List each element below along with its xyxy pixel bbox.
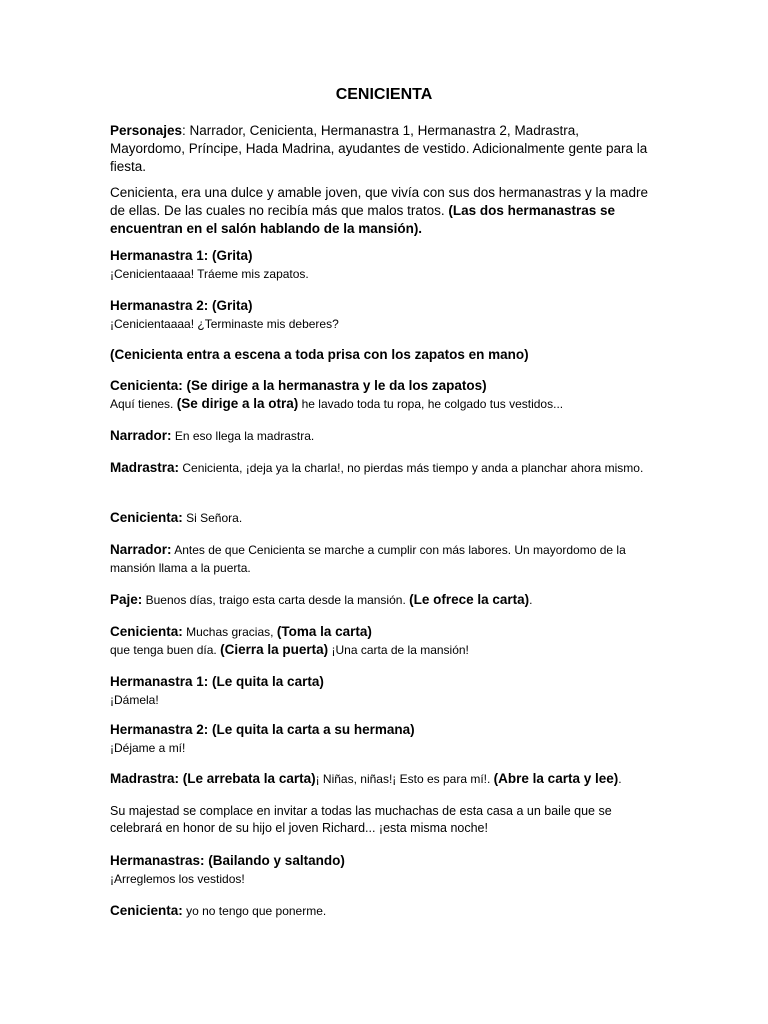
dialogue-block (110, 852, 650, 888)
dialogue-text: ¡Arreglemos los vestidos! (110, 872, 245, 886)
dialogue-text: ¡Dámela! (110, 693, 159, 707)
speaker-label: Paje: (110, 592, 143, 607)
characters-label: Personajes (110, 123, 183, 138)
speaker-label: Madrastra: (110, 460, 180, 475)
dialogue-text: ¡Cenicientaaaa! Tráeme mis zapatos. (110, 267, 309, 281)
dialogue-text: he lavado toda tu ropa, he colgado tus vestidos... (298, 397, 564, 411)
dialogue-block (110, 673, 650, 709)
speaker-label: Hermanastra 1: (Le quita la carta) (110, 674, 324, 689)
dialogue-text: Aquí tienes. (110, 397, 177, 411)
dialogue-text: ¡ Niñas, niñas!¡ Esto es para mí!. (315, 772, 494, 786)
stage-direction-inline: (Abre la carta y lee) (493, 771, 619, 786)
intro-text: Cenicienta, era una dulce y amable joven, que vivía con sus dos hermanastras y la madre de ellas. De las cuales no recibía más que malos tratos. (110, 185, 649, 218)
dialogue-text: Muchas gracias, (182, 625, 277, 639)
punctuation: . (618, 772, 622, 786)
characters-text: : Narrador, Cenicienta, Hermanastra 1, Hermanastra 2, Madrastra, Mayordomo, Príncipe, Hada Madrina, ayudantes de vestido. Adicionalmente gente para la fiesta. (110, 123, 648, 174)
stage-direction-inline: (Le ofrece la carta) (409, 592, 530, 607)
dialogue-text: que tenga buen día. (110, 643, 221, 657)
punctuation: . (529, 593, 533, 607)
speaker-label: Cenicienta: (Se dirige a la hermanastra y le da los zapatos) (110, 378, 487, 393)
dialogue-text: Antes de que Cenicienta se marche a cumplir con más labores. Un mayordomo de la mansión llama a la puerta. (110, 543, 626, 575)
characters-paragraph (110, 122, 650, 176)
dialogue-block (110, 297, 650, 333)
dialogue-block (110, 509, 650, 527)
stage-direction: (Cenicienta entra a escena a toda prisa con los zapatos en mano) (110, 347, 529, 362)
dialogue-block (110, 377, 650, 413)
dialogue-text: Cenicienta, ¡deja ya la charla!, no pierdas más tiempo y anda a planchar ahora mismo. (179, 461, 644, 475)
letter-text: Su majestad se complace en invitar a todas las muchachas de esta casa a un baile que se celebrará en honor de su hijo el joven Richard... ¡esta misma noche! (110, 804, 612, 835)
dialogue-text: En eso llega la madrastra. (171, 429, 315, 443)
dialogue-text: ¡Cenicientaaaa! ¿Terminaste mis deberes? (110, 317, 339, 331)
speaker-label: Narrador: (110, 542, 172, 557)
speaker-label: Madrastra: (Le arrebata la carta) (110, 771, 316, 786)
dialogue-text: Si Señora. (182, 511, 243, 525)
dialogue-text: ¡Una carta de la mansión! (328, 643, 469, 657)
dialogue-block (110, 591, 650, 609)
stage-direction-inline: (Se dirige a la otra) (176, 396, 299, 411)
dialogue-block (110, 541, 650, 577)
speaker-label: Hermanastra 2: (Le quita la carta a su hermana) (110, 722, 415, 737)
dialogue-text: yo no tengo que ponerme. (182, 904, 327, 918)
speaker-label: Cenicienta: (110, 903, 183, 918)
dialogue-text: ¡Déjame a mí! (110, 741, 186, 755)
speaker-label: Cenicienta: (110, 510, 183, 525)
speaker-label: Hermanastra 1: (Grita) (110, 248, 253, 263)
speaker-label: Hermanastras: (Bailando y saltando) (110, 853, 345, 868)
intro-stage-direction: (Las dos hermanastras se encuentran en el salón hablando de la mansión). (110, 203, 615, 236)
dialogue-block (110, 427, 650, 445)
intro-paragraph (110, 184, 650, 238)
dialogue-block (110, 721, 650, 757)
dialogue-text: Buenos días, traigo esta carta desde la mansión. (142, 593, 410, 607)
stage-direction-inline: (Toma la carta) (276, 624, 372, 639)
speaker-label: Narrador: (110, 428, 172, 443)
dialogue-block (110, 770, 650, 788)
dialogue-block (110, 902, 650, 920)
dialogue-block (110, 247, 650, 283)
page-title: CENICIENTA (335, 86, 433, 103)
speaker-label: Cenicienta: (110, 624, 183, 639)
dialogue-block (110, 623, 650, 659)
speaker-label: Hermanastra 2: (Grita) (110, 298, 253, 313)
stage-direction-inline: (Cierra la puerta) (220, 642, 329, 657)
dialogue-block (110, 459, 650, 477)
